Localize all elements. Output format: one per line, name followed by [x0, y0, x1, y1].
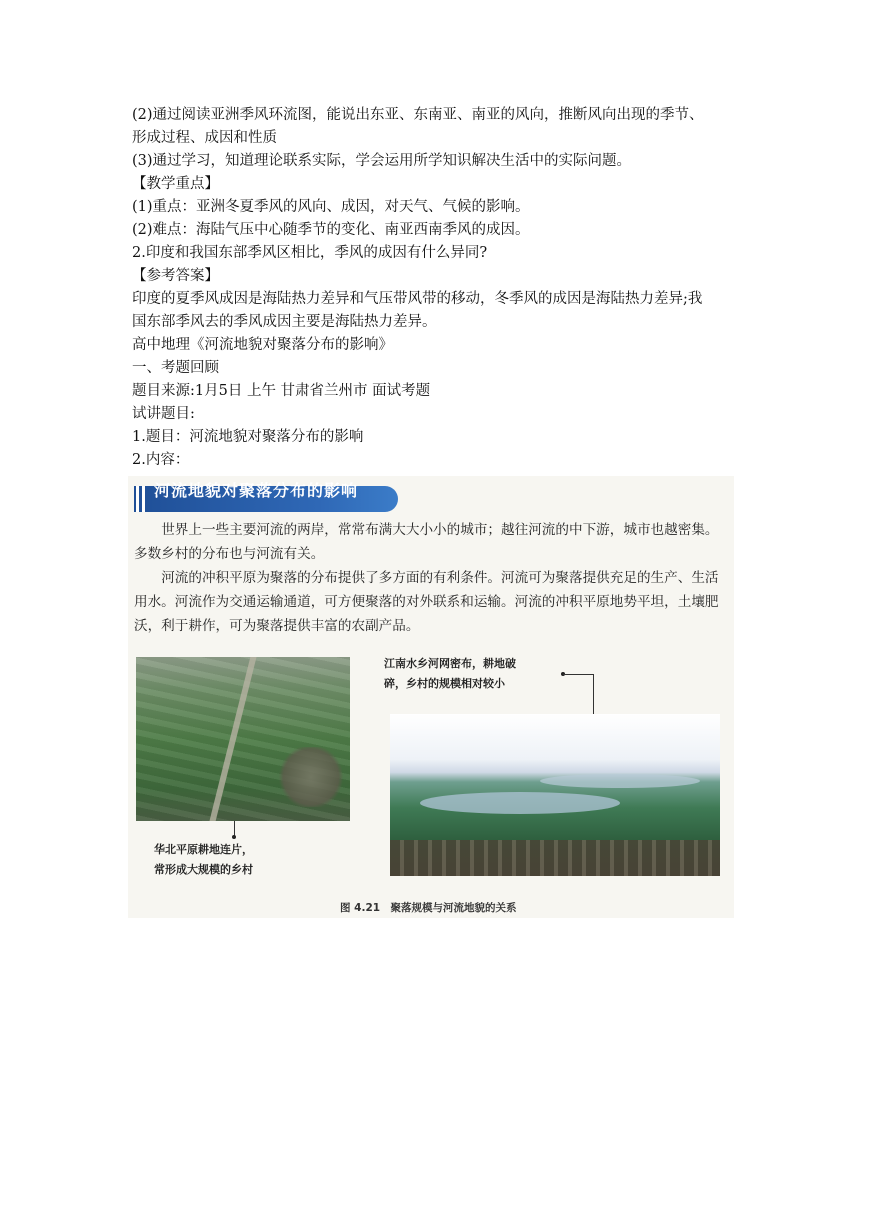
text-line: (3)通过学习，知道理论联系实际，学会运用所学知识解决生活中的实际问题。	[132, 153, 632, 169]
figure-caption: 图 4.21 聚落规模与河流地貌的关系	[340, 902, 517, 914]
text-line: 2.印度和我国东部季风区相比，季风的成因有什么异同?	[132, 245, 488, 261]
section-heading: 【参考答案】	[132, 268, 219, 284]
scan-paragraph: 河流的冲积平原为聚落的分布提供了多方面的有利条件。河流可为聚落提供充足的生产、生活用水。河流作为交通运输通道，可方便聚落的对外联系和运输。河流的冲积平原地势平坦，土壤肥沃，利于耕作，可为聚落提供丰富的农副产品。	[134, 570, 719, 634]
caption-line: 碎，乡村的规模相对较小	[384, 677, 505, 690]
caption-leader-dot	[232, 835, 236, 839]
lesson-title: 高中地理《河流地貌对聚落分布的影响》	[132, 337, 393, 353]
caption-line: 江南水乡河网密布，耕地破	[384, 657, 516, 670]
text-line: 试讲题目:	[132, 406, 195, 422]
text-line: (2)通过阅读亚洲季风环流图，能说出东亚、东南亚、南亚的风向，推断风向出现的季节、	[132, 107, 704, 123]
caption-leader	[593, 674, 594, 716]
river-shape	[540, 774, 700, 788]
jiangnan-water-town-photo	[390, 714, 720, 876]
photo-caption-right	[384, 654, 516, 694]
text-line: 2.内容：	[132, 452, 190, 468]
text-line: 形成过程、成因和性质	[132, 130, 277, 146]
text-line: (2)难点：海陆气压中心随季节的变化、南亚西南季风的成因。	[132, 222, 530, 238]
lake-shape	[420, 792, 620, 814]
caption-line: 常形成大规模的乡村	[154, 863, 253, 876]
text-line: 1.题目：河流地貌对聚落分布的影响	[132, 429, 364, 445]
text-line: (1)重点：亚洲冬夏季风的风向、成因，对天气、气候的影响。	[132, 199, 530, 215]
textbook-scan-figure	[128, 476, 734, 918]
section-heading: 【教学重点】	[132, 176, 219, 192]
document-body	[132, 104, 752, 472]
scan-paragraphs	[134, 518, 730, 638]
photo-caption-left	[154, 840, 253, 880]
village-shape	[276, 747, 346, 807]
text-line: 国东部季风去的季风成因主要是海陆热力差异。	[132, 314, 437, 330]
title-bars-icon	[134, 486, 148, 512]
text-line: 题目来源:1月5日 上午 甘肃省兰州市 面试考题	[132, 383, 431, 399]
north-china-plain-photo	[136, 657, 350, 821]
town-shape	[390, 840, 720, 876]
section-heading: 一、考题回顾	[132, 360, 219, 376]
text-line: 印度的夏季风成因是海陆热力差异和气压带风带的移动，冬季风的成因是海陆热力差异;我	[132, 291, 703, 307]
scan-paragraph: 世界上一些主要河流的两岸，常常布满大大小小的城市；越往河流的中下游，城市也越密集。多数乡村的分布也与河流有关。	[134, 522, 719, 562]
scan-title: 河流地貌对聚落分布的影响	[154, 481, 359, 500]
caption-leader	[563, 674, 593, 675]
caption-line: 华北平原耕地连片，	[154, 843, 253, 856]
road-shape	[204, 657, 258, 821]
